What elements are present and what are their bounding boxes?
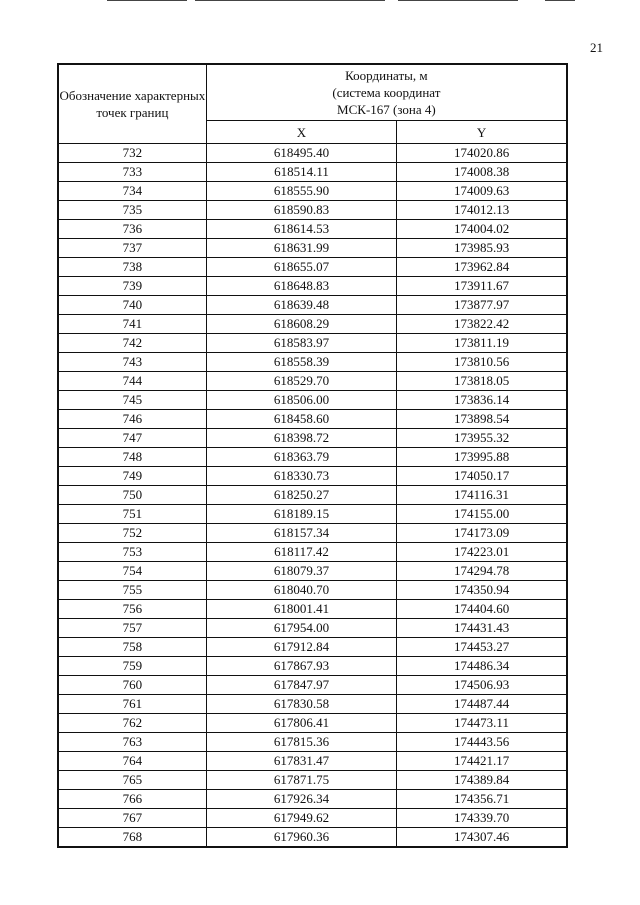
cell-point: 739 [58,277,206,296]
table-row [58,714,567,733]
header-coordinates-line1: Координаты, м [345,68,428,83]
cell-x: 618639.48 [206,296,396,315]
cell-y: 174356.71 [397,790,567,809]
cell-y: 174486.34 [397,657,567,676]
table-row [58,258,567,277]
cell-y: 173810.56 [397,353,567,372]
cell-x: 618583.97 [206,334,396,353]
cell-y: 173836.14 [397,391,567,410]
cell-x: 618330.73 [206,467,396,486]
cell-x: 618040.70 [206,581,396,600]
cell-point: 751 [58,505,206,524]
cell-y: 174487.44 [397,695,567,714]
table-row [58,220,567,239]
cell-point: 735 [58,201,206,220]
cell-x: 617960.36 [206,828,396,848]
cell-x: 618117.42 [206,543,396,562]
cell-x: 617867.93 [206,657,396,676]
cell-point: 768 [58,828,206,848]
cell-y: 174389.84 [397,771,567,790]
table-row [58,809,567,828]
table-row [58,619,567,638]
cell-point: 732 [58,144,206,163]
cell-y: 174339.70 [397,809,567,828]
cell-point: 749 [58,467,206,486]
cell-y: 173962.84 [397,258,567,277]
cell-x: 617949.62 [206,809,396,828]
cell-x: 618189.15 [206,505,396,524]
cell-y: 174155.00 [397,505,567,524]
cell-x: 617871.75 [206,771,396,790]
cell-y: 174004.02 [397,220,567,239]
table-row [58,144,567,163]
header-y: Y [397,121,567,144]
table-row [58,201,567,220]
cell-point: 746 [58,410,206,429]
table-row [58,334,567,353]
cell-y: 174350.94 [397,581,567,600]
cell-x: 618398.72 [206,429,396,448]
table-row [58,581,567,600]
cell-x: 618495.40 [206,144,396,163]
table-row [58,239,567,258]
cell-y: 174116.31 [397,486,567,505]
table-row [58,600,567,619]
cell-point: 742 [58,334,206,353]
cell-y: 174294.78 [397,562,567,581]
cell-point: 754 [58,562,206,581]
cell-y: 174431.43 [397,619,567,638]
scan-edge-line [107,0,187,1]
cell-point: 755 [58,581,206,600]
cell-x: 618079.37 [206,562,396,581]
table-row [58,429,567,448]
cell-y: 174421.17 [397,752,567,771]
table-row [58,657,567,676]
cell-point: 750 [58,486,206,505]
cell-y: 173877.97 [397,296,567,315]
table-row [58,353,567,372]
scan-edge-line [398,0,518,1]
cell-y: 174020.86 [397,144,567,163]
cell-y: 173955.32 [397,429,567,448]
cell-y: 174453.27 [397,638,567,657]
cell-x: 618655.07 [206,258,396,277]
cell-y: 173985.93 [397,239,567,258]
cell-point: 762 [58,714,206,733]
header-point-designation: Обозначение характерных точек границ [58,64,206,144]
table-row [58,315,567,334]
cell-point: 748 [58,448,206,467]
cell-y: 174404.60 [397,600,567,619]
cell-x: 618590.83 [206,201,396,220]
cell-point: 753 [58,543,206,562]
table-row [58,790,567,809]
cell-point: 767 [58,809,206,828]
cell-point: 752 [58,524,206,543]
table-row [58,182,567,201]
cell-x: 618157.34 [206,524,396,543]
cell-x: 617954.00 [206,619,396,638]
cell-point: 764 [58,752,206,771]
cell-point: 759 [58,657,206,676]
cell-point: 744 [58,372,206,391]
cell-y: 173898.54 [397,410,567,429]
cell-x: 617912.84 [206,638,396,657]
cell-point: 765 [58,771,206,790]
table-row [58,372,567,391]
cell-point: 757 [58,619,206,638]
table-row [58,486,567,505]
header-x: X [206,121,396,144]
cell-point: 745 [58,391,206,410]
cell-point: 763 [58,733,206,752]
cell-x: 618250.27 [206,486,396,505]
cell-point: 758 [58,638,206,657]
header-coordinates [206,64,567,121]
cell-x: 618608.29 [206,315,396,334]
table-row [58,676,567,695]
cell-y: 174473.11 [397,714,567,733]
cell-point: 740 [58,296,206,315]
cell-y: 174173.09 [397,524,567,543]
cell-y: 173811.19 [397,334,567,353]
cell-y: 174012.13 [397,201,567,220]
table-row [58,448,567,467]
table-row [58,828,567,848]
cell-x: 618614.53 [206,220,396,239]
scan-edge-line [545,0,575,1]
table-row [58,695,567,714]
cell-x: 618506.00 [206,391,396,410]
cell-x: 618648.83 [206,277,396,296]
cell-y: 174008.38 [397,163,567,182]
cell-point: 733 [58,163,206,182]
table-row [58,296,567,315]
cell-y: 174223.01 [397,543,567,562]
coordinates-table [57,63,568,848]
cell-x: 617830.58 [206,695,396,714]
cell-y: 174443.56 [397,733,567,752]
cell-x: 617847.97 [206,676,396,695]
cell-x: 617926.34 [206,790,396,809]
table-row [58,733,567,752]
cell-x: 618529.70 [206,372,396,391]
table-row [58,391,567,410]
table-row [58,410,567,429]
table-row [58,524,567,543]
cell-x: 618558.39 [206,353,396,372]
cell-y: 173995.88 [397,448,567,467]
cell-x: 618555.90 [206,182,396,201]
table-body [58,144,567,848]
cell-x: 618631.99 [206,239,396,258]
cell-point: 738 [58,258,206,277]
cell-y: 173822.42 [397,315,567,334]
cell-x: 618363.79 [206,448,396,467]
cell-point: 736 [58,220,206,239]
cell-point: 761 [58,695,206,714]
table-row [58,277,567,296]
cell-point: 766 [58,790,206,809]
cell-y: 174307.46 [397,828,567,848]
cell-point: 734 [58,182,206,201]
cell-x: 617815.36 [206,733,396,752]
table-row [58,505,567,524]
page-number: 21 [590,40,603,55]
header-coordinates-line2: (система координат [332,85,441,100]
cell-point: 756 [58,600,206,619]
cell-x: 618001.41 [206,600,396,619]
table-row [58,543,567,562]
table-row [58,163,567,182]
cell-y: 173911.67 [397,277,567,296]
scan-edge-line [195,0,385,1]
table-row [58,562,567,581]
cell-point: 760 [58,676,206,695]
table-row [58,638,567,657]
cell-y: 174009.63 [397,182,567,201]
cell-point: 747 [58,429,206,448]
table-row [58,752,567,771]
cell-y: 173818.05 [397,372,567,391]
cell-x: 618458.60 [206,410,396,429]
cell-y: 174506.93 [397,676,567,695]
header-coordinates-line3: МСК-167 (зона 4) [337,102,436,117]
cell-point: 737 [58,239,206,258]
cell-x: 617831.47 [206,752,396,771]
table-row [58,467,567,486]
cell-point: 741 [58,315,206,334]
table-row [58,771,567,790]
cell-x: 617806.41 [206,714,396,733]
cell-point: 743 [58,353,206,372]
cell-y: 174050.17 [397,467,567,486]
cell-x: 618514.11 [206,163,396,182]
